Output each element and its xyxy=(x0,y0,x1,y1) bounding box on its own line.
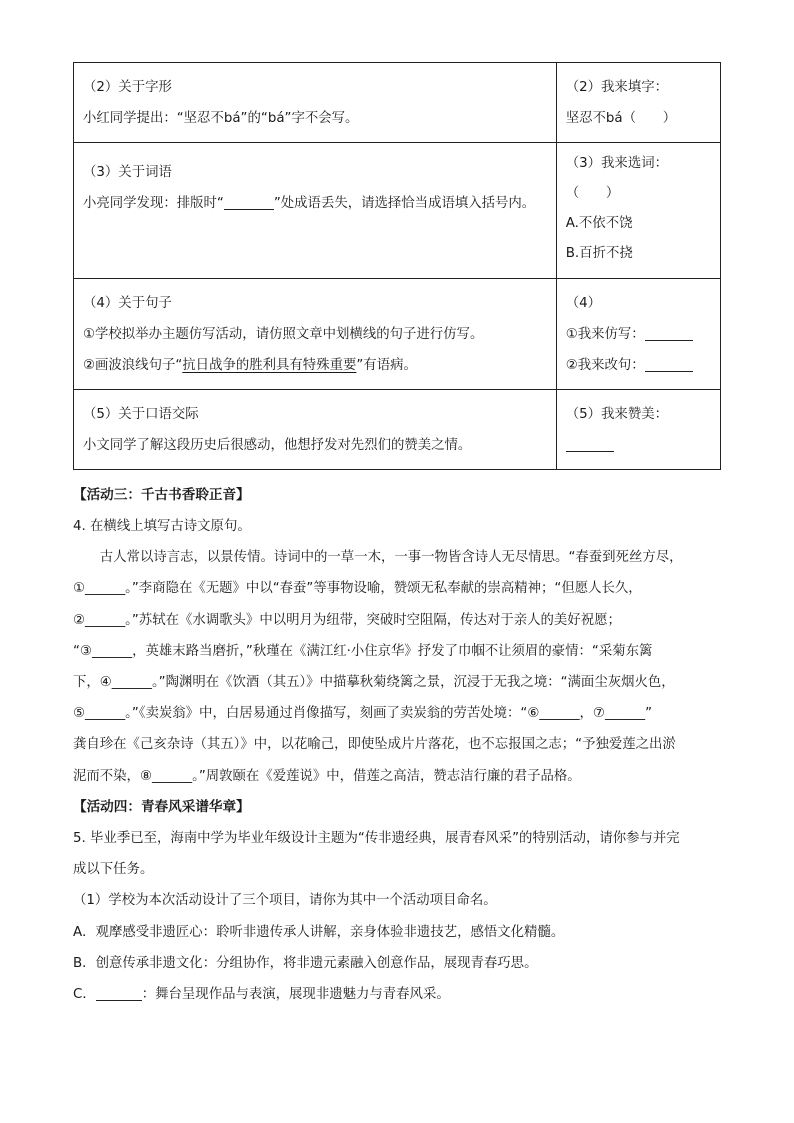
poem-line: 下，④______。”陶渊明在《饮酒（其五）》中描摹秋菊绕篱之景，沉浸于无我之境：“满面尘灰烟火色， xyxy=(73,675,675,691)
table-row xyxy=(74,279,721,390)
poem-line: 龚自珍在《己亥杂诗（其五）》中，以花喻己，即使坠成片片落花，也不忘报国之志；“予独爱莲之出淤 xyxy=(73,737,676,753)
row4-title: （4）关于句子 xyxy=(83,296,172,311)
row2-answer-title: （2）我来填字： xyxy=(565,80,668,95)
activity3-heading: 【活动三：千古书香聆正音】 xyxy=(73,487,250,503)
row4-correct: ②我来改句： xyxy=(566,350,712,381)
row3-left-cell xyxy=(74,143,557,279)
row4-right-cell xyxy=(556,279,720,390)
poem-line: ②______。”苏轼在《水调歌头》中以明月为纽带，突破时空阻隔，传达对于亲人的美好祝愿； xyxy=(73,612,621,628)
row3-right-cell xyxy=(556,143,720,279)
row4-line2: ②画波浪线句子“抗日战争的胜利具有特殊重要”有语病。 xyxy=(83,358,417,373)
table-row xyxy=(74,143,721,279)
option-b: B.百折不挠 xyxy=(565,246,633,261)
poem-line: ①______。”李商隐在《无题》中以“春蚕”等事物设喻，赞颂无私奉献的崇高精神；“但愿人长久， xyxy=(73,581,642,597)
row5-title: （5）关于口语交际 xyxy=(83,407,199,422)
row2-answer-blank[interactable]: 坚忍不bá（ ） xyxy=(565,111,677,126)
wavy-sentence: 抗日战争的胜利具有特殊重要 xyxy=(182,358,357,373)
row4-imitate: ①我来仿写： xyxy=(566,319,712,350)
q5-line: 5. 毕业季已至，海南中学为毕业年级设计主题为“传非遗经典，展青春风采”的特别活动，请你参与并完 xyxy=(73,831,680,846)
row4-line1: ①学校拟举办主题仿写活动，请仿照文章中划横线的句子进行仿写。 xyxy=(83,327,484,342)
poem-line: 泥而不染，⑧______。”周敦颐在《爱莲说》中，借莲之高洁，赞志洁行廉的君子品格。 xyxy=(73,768,581,784)
option-a: A.不依不饶 xyxy=(565,216,633,231)
option-c-project: C． ：舞台呈现作品与表演，展现非遗魅力与青春风采。 xyxy=(73,987,450,1003)
poem-line: ⑤______。”《卖炭翁》中，白居易通过肖像描写，刻画了卖炭翁的劳苦处境：“⑥______，⑦______” xyxy=(73,706,653,722)
row4-left-cell xyxy=(74,279,557,390)
row3-answer-title: （3）我来选词： xyxy=(565,156,668,171)
poem-line: “③______，英雄末路当磨折，”秋瑾在《满江红·小住京华》抒发了巾帼不让须眉的豪情：“采菊东篱 xyxy=(73,643,653,659)
activity4-heading: 【活动四：青春风采谱华章】 xyxy=(73,799,250,815)
row5-text: 小文同学了解这段历史后很感动，他想抒发对先烈们的赞美之情。 xyxy=(83,438,472,453)
activity4-section xyxy=(73,793,723,1010)
sub-question-1: （1）学校为本次活动设计了三个项目，请你为其中一个活动项目命名。 xyxy=(73,893,497,909)
row4-answer-title: （4） xyxy=(565,296,602,311)
row2-title: （2）关于字形 xyxy=(83,80,172,95)
poem-line: 古人常以诗言志，以景传情。诗词中的一草一木，一事一物皆含诗人无尽情思。“春蚕到死丝方尽， xyxy=(73,550,683,566)
project-name-blank[interactable] xyxy=(96,986,142,1001)
q4-title: 4. 在横线上填写古诗文原句。 xyxy=(73,519,251,534)
row5-answer-title: （5）我来赞美： xyxy=(565,407,668,422)
question-table xyxy=(73,62,721,470)
table-row xyxy=(74,63,721,143)
row5-left-cell xyxy=(74,390,557,470)
row2-right-cell xyxy=(556,63,720,143)
row5-right-cell xyxy=(556,390,720,470)
option-b-project: B．创意传承非遗文化：分组协作，将非遗元素融入创意作品，展现青春巧思。 xyxy=(73,955,538,971)
row2-text: 小红同学提出：“坚忍不bá”的“bá”字不会写。 xyxy=(83,111,359,126)
row3-answer-bracket[interactable]: （ ） xyxy=(565,186,620,201)
q5-line: 成以下任务。 xyxy=(73,862,154,878)
imitate-blank[interactable] xyxy=(645,326,693,341)
idiom-blank[interactable] xyxy=(224,195,274,210)
row3-title: （3）关于词语 xyxy=(83,165,172,180)
activity3-section xyxy=(73,481,723,792)
correct-blank[interactable] xyxy=(645,357,693,372)
praise-blank[interactable] xyxy=(566,437,614,452)
row2-left-cell xyxy=(74,63,557,143)
table-row xyxy=(74,390,721,470)
option-a-project: A．观摩感受非遗匠心：聆听非遗传承人讲解，亲身体验非遗技艺，感悟文化精髓。 xyxy=(73,924,565,940)
row3-text: 小亮同学发现：排版时“ ”处成语丢失，请选择恰当成语填入括号内。 xyxy=(83,196,536,211)
